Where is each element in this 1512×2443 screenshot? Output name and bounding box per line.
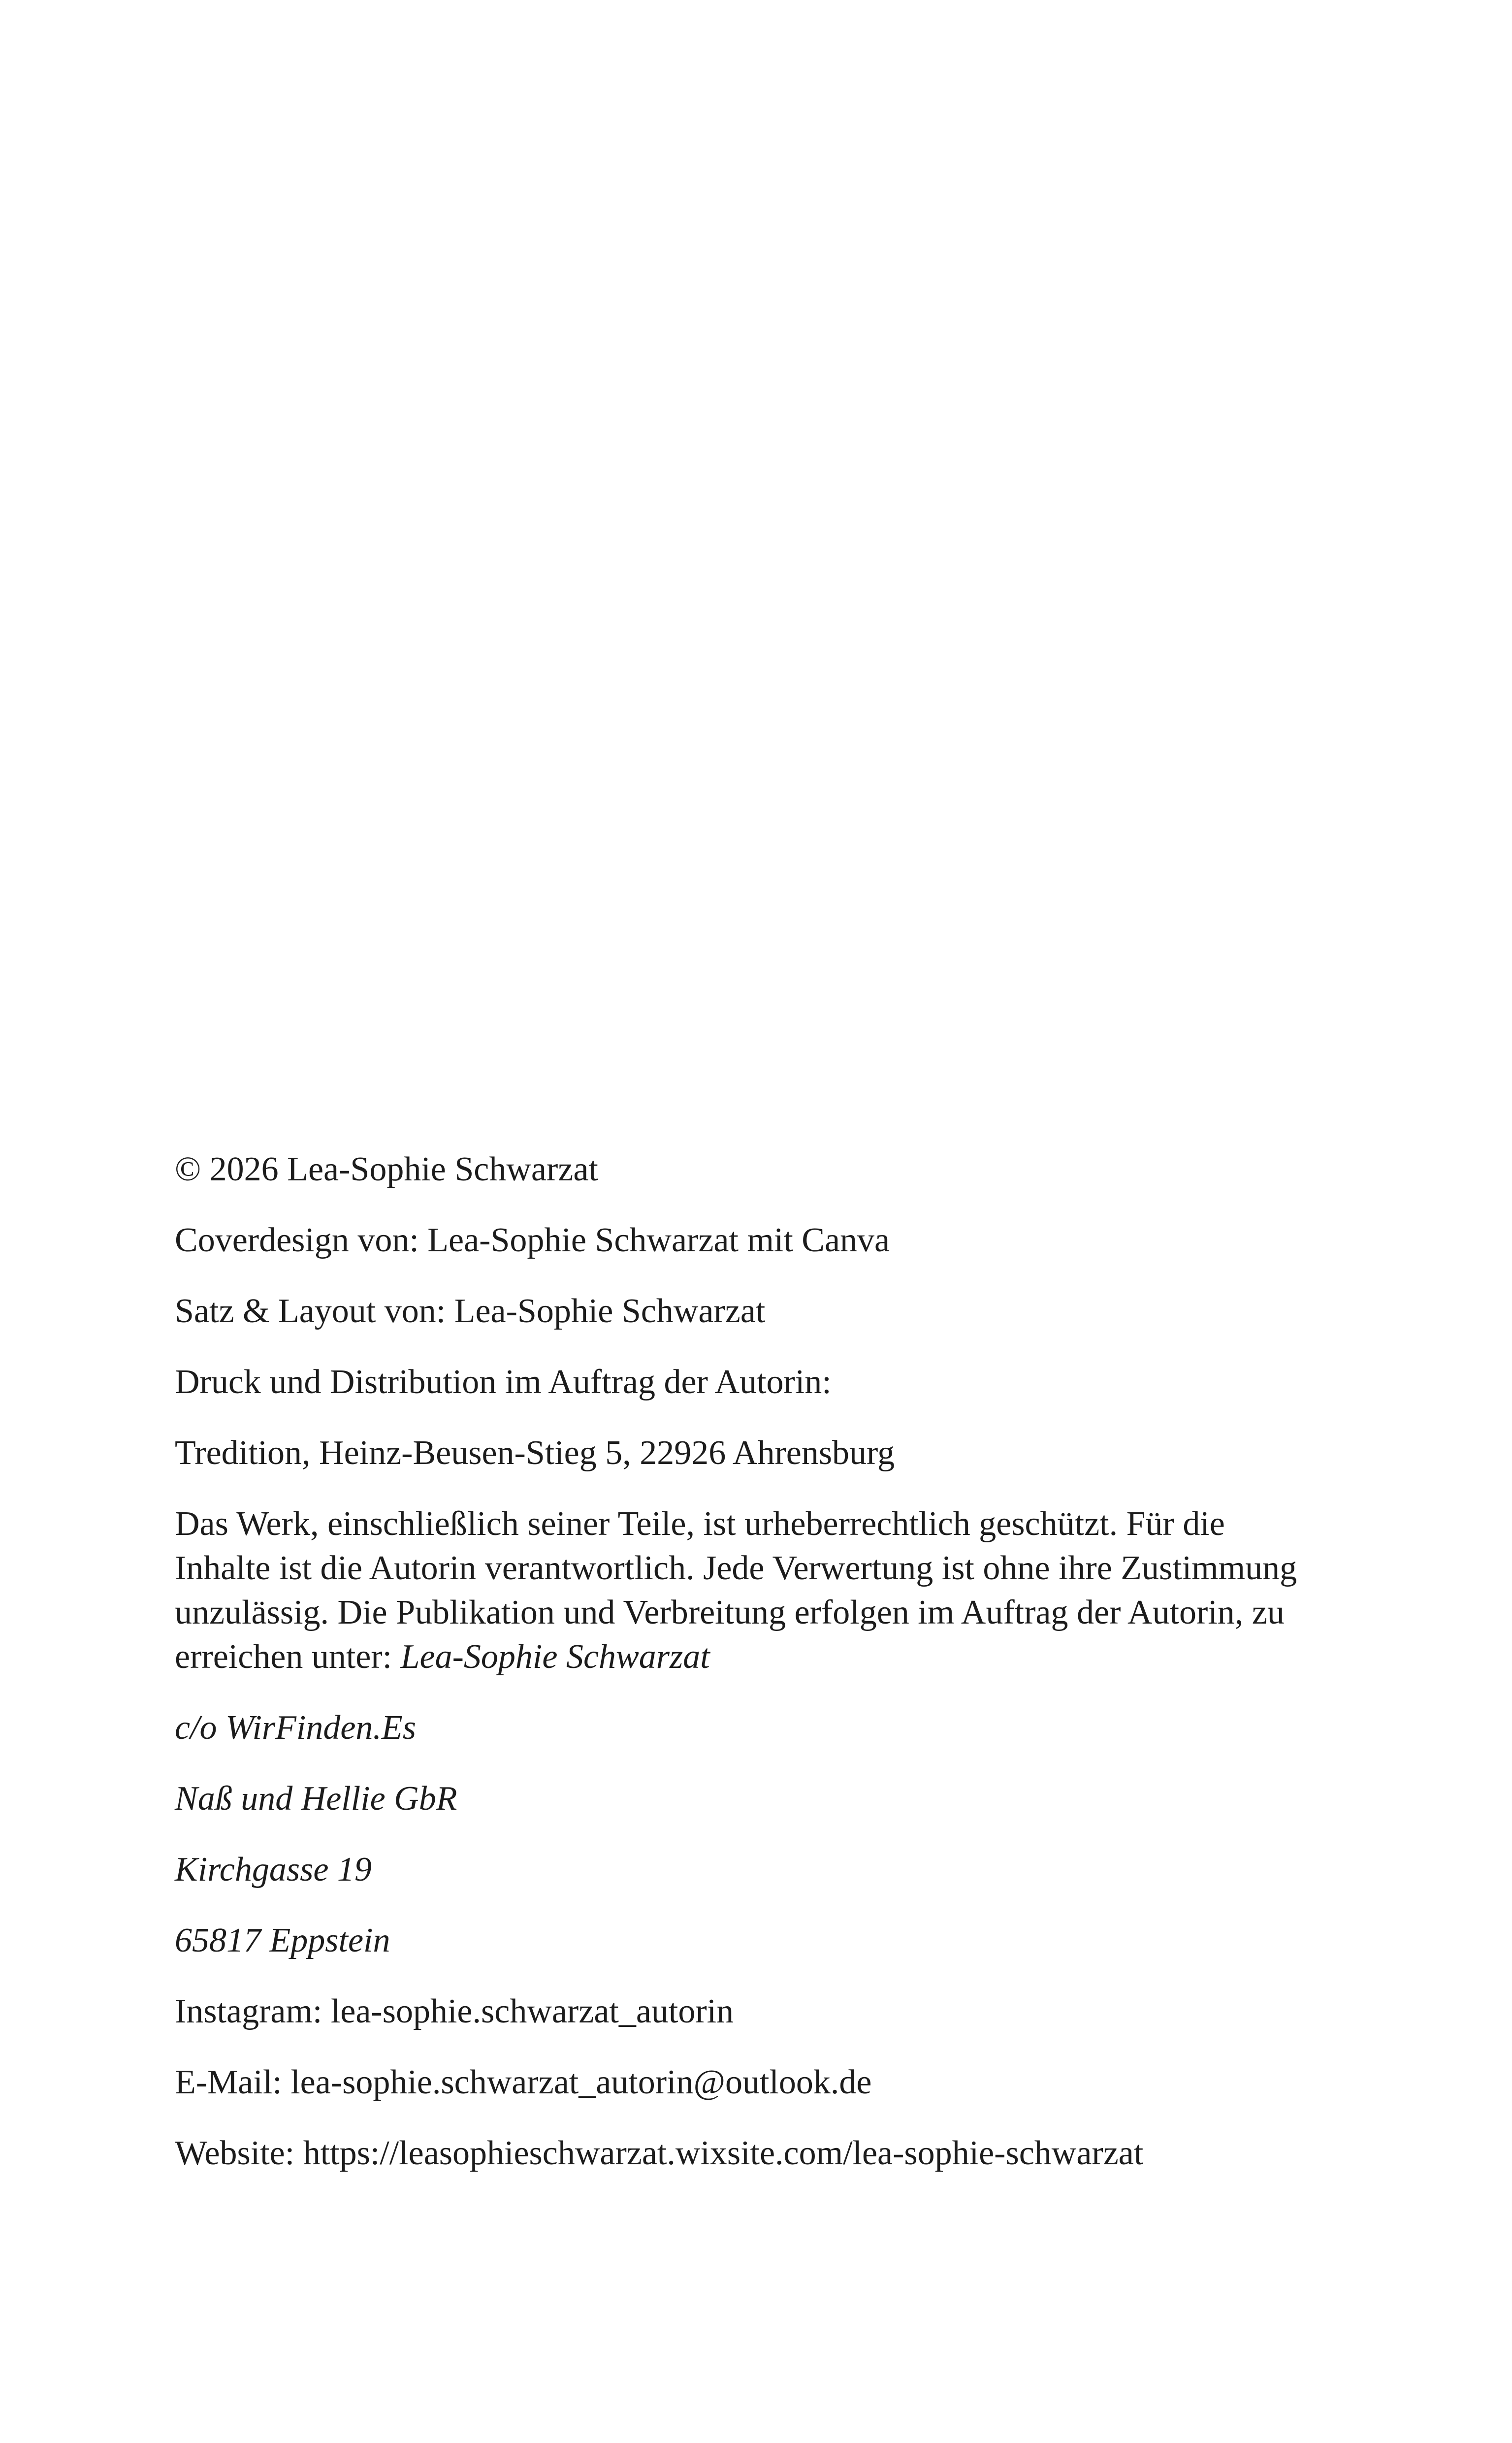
imprint-block bbox=[175, 1147, 1347, 2202]
email-line: E-Mail: lea-sophie.schwarzat_autorin@outlook.de bbox=[175, 2063, 872, 2101]
company-line: Naß und Hellie GbR bbox=[175, 1780, 457, 1818]
print-distribution-note: Druck und Distribution im Auftrag der Autorin: bbox=[175, 1363, 832, 1401]
cover-design-credit: Coverdesign von: Lea-Sophie Schwarzat mit Canva bbox=[175, 1221, 890, 1259]
copyright-line: © 2026 Lea-Sophie Schwarzat bbox=[175, 1150, 598, 1188]
city-line: 65817 Eppstein bbox=[175, 1922, 390, 1959]
instagram-line: Instagram: lea-sophie.schwarzat_autorin bbox=[175, 1992, 734, 2030]
rights-notice bbox=[175, 1502, 1347, 1679]
website-line: Website: https://leasophieschwarzat.wixsite.com/lea-sophie-schwarzat bbox=[175, 2134, 1144, 2172]
publisher-address: Tredition, Heinz-Beusen-Stieg 5, 22926 Ahrensburg bbox=[175, 1434, 895, 1472]
layout-credit: Satz & Layout von: Lea-Sophie Schwarzat bbox=[175, 1292, 766, 1330]
rights-notice-line-4-prefix: erreichen unter: bbox=[175, 1638, 401, 1676]
street-line: Kirchgasse 19 bbox=[175, 1851, 372, 1889]
rights-notice-line-3: unzulässig. Die Publikation und Verbreitung erfolgen im Auftrag der Autorin, zu bbox=[175, 1594, 1285, 1631]
rights-notice-line-1: Das Werk, einschließlich seiner Teile, ist urheberrechtlich geschützt. Für die bbox=[175, 1505, 1225, 1543]
rights-notice-line-2: Inhalte ist die Autorin verantwortlich. Jede Verwertung ist ohne ihre Zustimmung bbox=[175, 1549, 1297, 1587]
care-of-line: c/o WirFinden.Es bbox=[175, 1709, 416, 1747]
contact-name: Lea-Sophie Schwarzat bbox=[400, 1638, 710, 1676]
